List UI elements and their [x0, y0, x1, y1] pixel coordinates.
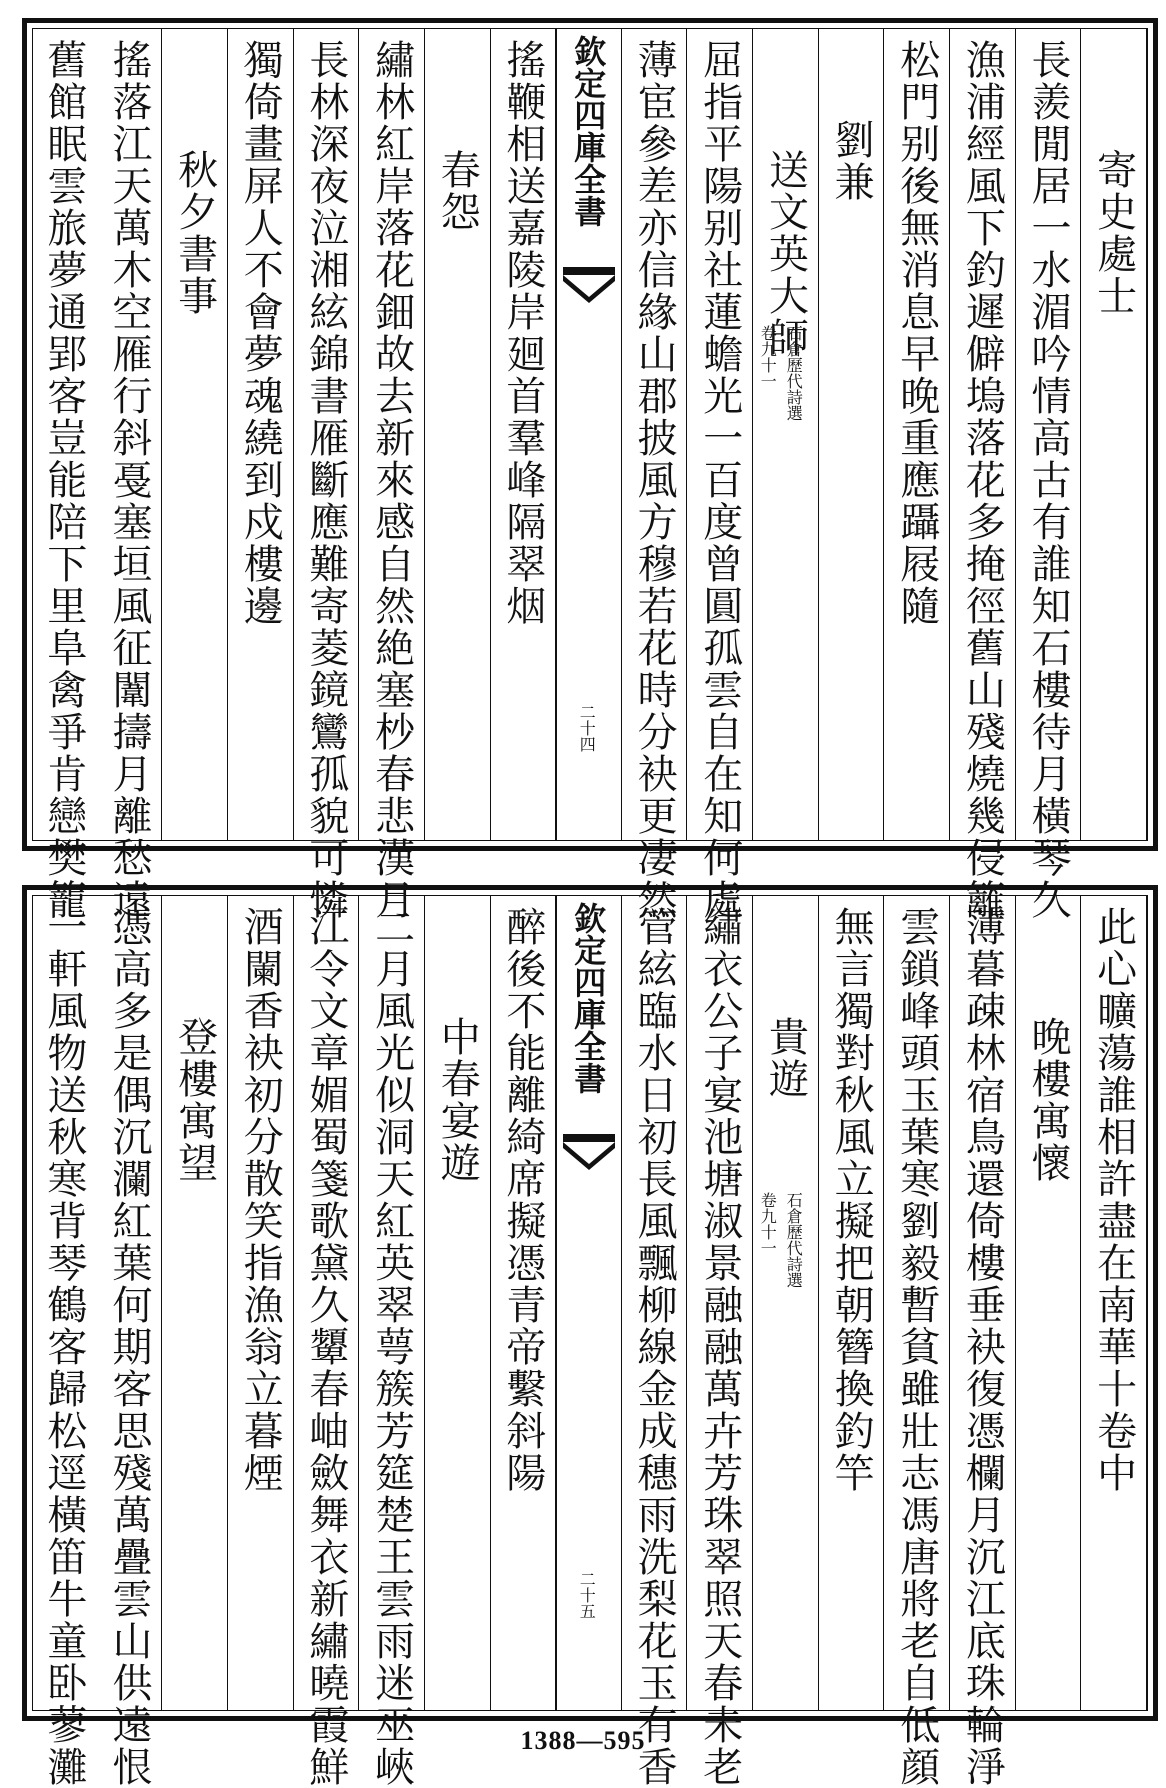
verse-text: 搖鞭相送嘉陵岸廻首羣峰隔翠烟 [499, 39, 546, 627]
verse-column [359, 29, 425, 921]
poem-title: 春怨 [434, 149, 481, 233]
volume-info [563, 325, 805, 421]
poem-title: 中春宴遊 [434, 1016, 481, 1184]
poem-title-column [425, 29, 491, 840]
verse-column [622, 29, 688, 921]
verse-text: 繡林紅岸落花鈿故去新來感自然絶塞杪春悲漢月 [368, 39, 415, 921]
poem-title-column [162, 29, 228, 840]
verse-text: 此心曠蕩誰相許盡在南華十卷中 [1090, 906, 1137, 1494]
verse-column [884, 896, 950, 1788]
verse-text: 管絃臨水日初長風飄柳線金成穗雨洗梨花玉有香 [631, 906, 678, 1788]
verse-text: 一軒風物送秋寒背琴鶴客歸松逕橫笛牛童卧蓼灘 [40, 906, 87, 1788]
poem-title: 登樓寓望 [171, 1016, 218, 1184]
verse-text: 獨倚畫屏人不會夢魂繞到戍樓邊 [237, 39, 284, 627]
verse-text: 舊館眠雲旅夢通郢客豈能陪下里阜禽爭肯戀樊籠 [40, 39, 87, 921]
poem-title: 晚樓寓懷 [1025, 1016, 1072, 1184]
book-title: 欽定四庫全書 [569, 35, 608, 227]
verse-text: 雲鎖峰頭玉葉寒劉毅暫貧雖壯志馮唐將老自低顔 [893, 906, 940, 1788]
verse-column [228, 896, 294, 1710]
volume-number: 卷九十一 [758, 1192, 778, 1256]
top-page-columns [32, 28, 1148, 921]
verse-column [294, 896, 360, 1788]
author-name: 劉兼 [828, 119, 875, 203]
top-page-frame [22, 18, 1158, 921]
verse-text: 江令文章媚蜀箋歌黛久顰春岫斂舞衣新繡曉霞鮮 [302, 906, 349, 1788]
page-reference: 1388—595 [520, 1726, 646, 1755]
verse-column [31, 29, 97, 921]
poem-title-column [425, 896, 491, 1710]
verse-text: 醉後不能離綺席擬憑青帝繫斜陽 [499, 906, 546, 1494]
verse-text: 憑高多是偶沉瀾紅葉何期客思殘萬疊雲山供遠恨 [105, 906, 152, 1788]
verse-text: 屈指平陽别社蓮蟾光一百度曾圓孤雲自在知何處 [696, 39, 743, 921]
verse-column [294, 29, 360, 921]
poem-title-column [1081, 29, 1147, 840]
verse-column [491, 29, 557, 840]
verse-text: 酒闌香袂初分散笑指漁翁立暮煙 [237, 906, 284, 1494]
leaf-number: 二十四 [577, 704, 597, 752]
verse-column [31, 896, 97, 1788]
verse-column [97, 896, 163, 1788]
collection-name: 石倉歷代詩選 [784, 1192, 804, 1288]
verse-text: 漁浦經風下釣遲僻塢落花多掩徑舊山殘燒幾侵籬 [959, 39, 1006, 921]
verse-column [359, 896, 425, 1788]
volume-number: 卷九十一 [758, 325, 778, 389]
verse-text: 無言獨對秋風立擬把朝簪換釣竿 [828, 906, 875, 1494]
poem-title-column [162, 896, 228, 1710]
book-title: 欽定四庫全書 [569, 902, 608, 1094]
verse-text: 薄宦參差亦信緣山郡披風方穆若花時分袂更凄然 [631, 39, 678, 921]
verse-text: 松門别後無消息早晚重應躡屐隨 [893, 39, 940, 627]
fish-tail-mark-icon [563, 1134, 615, 1178]
poem-title-column [1016, 896, 1082, 1710]
verse-column [228, 29, 294, 840]
fish-tail-mark-icon [563, 267, 615, 311]
poem-title: 秋夕書事 [171, 149, 218, 317]
collection-name: 石倉歷代詩選 [784, 325, 804, 421]
verse-column [687, 29, 753, 921]
verse-text: 二月風光似洞天紅英翠萼簇芳筵楚王雲雨迷巫峽 [368, 906, 415, 1788]
verse-text: 繡衣公子宴池塘淑景融融萬卉芳珠翠照天春未老 [696, 906, 743, 1788]
verse-text: 長羨閒居一水湄吟情高古有誰知石樓待月橫琴久 [1025, 39, 1072, 921]
verse-column [622, 896, 688, 1788]
verse-text: 搖落江天萬木空雁行斜戞塞垣風征闈擣月離愁遠 [105, 39, 152, 921]
verse-column [97, 29, 163, 921]
author-column [819, 29, 885, 840]
verse-column [950, 29, 1016, 921]
verse-text: 長林深夜泣湘絃錦書雁斷應難寄菱鏡鸞孤貌可憐 [302, 39, 349, 921]
verse-column [1081, 896, 1147, 1710]
poem-title: 送文英大師 [762, 149, 809, 359]
verse-text: 薄暮疎林宿鳥還倚樓垂袂復憑欄月沉江底珠輪淨 [959, 906, 1006, 1788]
verse-column [1016, 29, 1082, 921]
poem-title-column [753, 896, 819, 1710]
verse-column [687, 896, 753, 1788]
poem-title: 寄史處士 [1090, 149, 1137, 317]
verse-column [950, 896, 1016, 1788]
verse-column [884, 29, 950, 840]
verse-column [491, 896, 557, 1710]
leaf-number: 二十五 [577, 1571, 597, 1619]
poem-title-column [753, 29, 819, 840]
poem-title: 貴遊 [762, 1016, 809, 1100]
verse-column [819, 896, 885, 1710]
volume-info [563, 1192, 805, 1288]
